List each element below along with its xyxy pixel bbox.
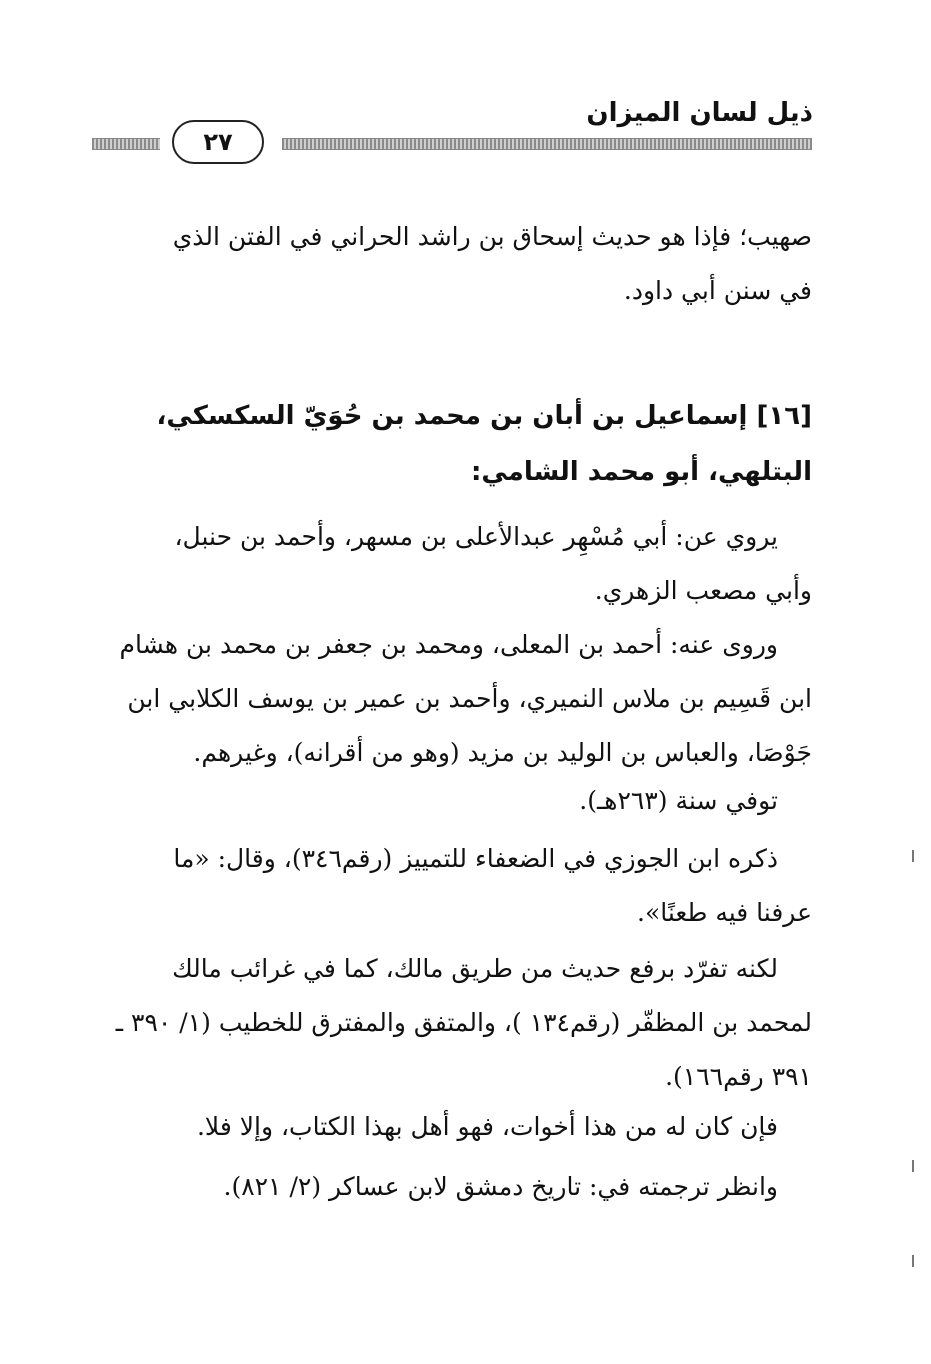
heading-line: البتلهي، أبو محمد الشامي: xyxy=(471,457,812,487)
paragraph-death-year xyxy=(92,774,812,828)
text-line: لمحمد بن المظفّر (رقم١٣٤ )، والمتفق والمفترق للخطيب (١/ ٣٩٠ ـ xyxy=(115,1008,812,1037)
paragraph-conclusion xyxy=(92,1100,812,1154)
text-line: ذكره ابن الجوزي في الضعفاء للتمييز (رقم٣٤٦)، وقال: «ما xyxy=(173,844,778,873)
paragraph-gharaib-malik xyxy=(92,942,812,1104)
running-title: ذيل لسان الميزان xyxy=(586,98,813,128)
paragraph-narrates-from xyxy=(92,510,812,618)
intro-paragraph xyxy=(92,210,812,318)
heading-line: [١٦] إسماعيل بن أبان بن محمد بن حُوَيّ السكسكي، xyxy=(156,401,812,431)
scan-margin-mark xyxy=(912,850,914,862)
paragraph-ibn-al-jawzi xyxy=(92,832,812,940)
text-line: توفي سنة (٢٦٣هـ). xyxy=(579,786,778,815)
text-line: صهيب؛ فإذا هو حديث إسحاق بن راشد الحراني في الفتن الذي xyxy=(172,222,812,251)
scan-margin-mark xyxy=(912,1255,914,1267)
text-line: جَوْصَا، والعباس بن الوليد بن مزيد (وهو من أقرانه)، وغيرهم. xyxy=(193,738,812,767)
text-line: عرفنا فيه طعنًا». xyxy=(637,898,812,927)
header-rule-left xyxy=(92,138,160,150)
text-line: لكنه تفرّد برفع حديث من طريق مالك، كما في غرائب مالك xyxy=(172,954,778,983)
entry-heading xyxy=(92,388,812,500)
text-line: يروي عن: أبي مُسْهِر عبدالأعلى بن مسهر، وأحمد بن حنبل، xyxy=(174,522,778,551)
text-line: وانظر ترجمته في: تاريخ دمشق لابن عساكر (٢/ ٨٢١). xyxy=(223,1172,778,1201)
text-line: فإن كان له من هذا أخوات، فهو أهل بهذا الكتاب، وإلا فلا. xyxy=(196,1112,778,1141)
text-line: ٣٩١ رقم١٦٦). xyxy=(665,1062,812,1091)
paragraph-narrated-by xyxy=(92,618,812,780)
header-rule-right xyxy=(282,138,812,150)
scan-margin-mark xyxy=(912,1160,914,1172)
text-line: وروى عنه: أحمد بن المعلى، ومحمد بن جعفر بن محمد بن هشام xyxy=(119,630,778,659)
text-line: في سنن أبي داود. xyxy=(623,276,812,305)
text-line: وأبي مصعب الزهري. xyxy=(594,576,812,605)
page-number-badge: ٢٧ xyxy=(172,120,264,164)
text-line: ابن قَسِيم بن ملاس النميري، وأحمد بن عمير بن يوسف الكلابي ابن xyxy=(127,684,812,713)
paragraph-see-also xyxy=(92,1160,812,1214)
